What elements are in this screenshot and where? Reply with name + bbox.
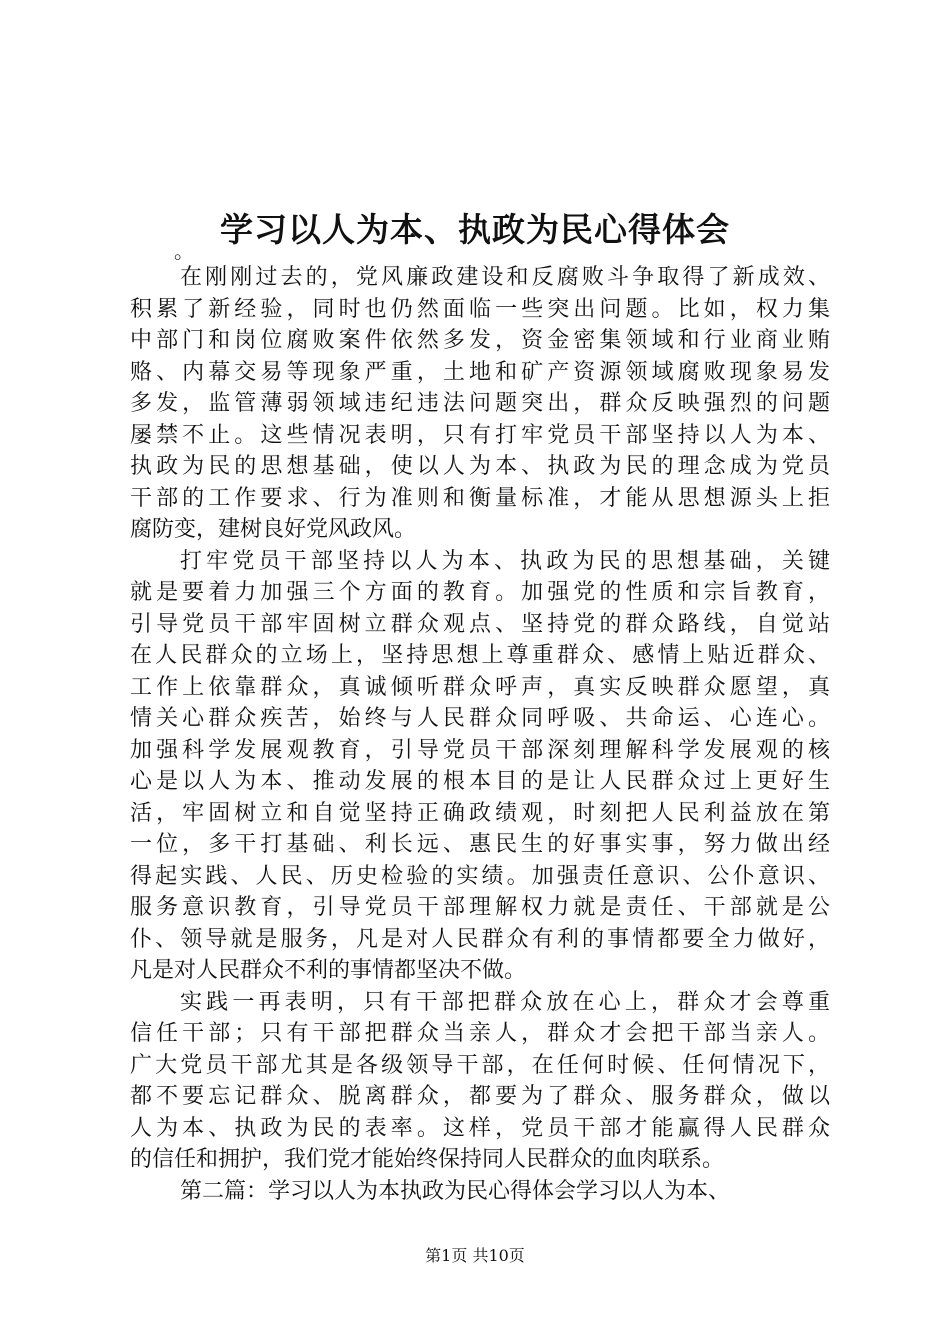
stray-punctuation: 。 [174,239,194,263]
paragraph [130,262,830,546]
paragraph-line: 实践一再表明，只有干部把群众放在心上，群众才会尊重 [180,989,830,1015]
paragraph-line: 在刚刚过去的，党风廉政建设和反腐败斗争取得了新成效、 [180,265,830,290]
paragraph-line: 一位，多干打基础、利长远、惠民生的好事实事，努力做出经 [130,832,830,857]
paragraph-line: 活，牢固树立和自觉坚持正确政绩观，时刻把人民利益放在第 [130,800,830,826]
paragraph-line: 信任干部；只有干部把群众当亲人，群众才会把干部当亲人。 [130,1021,830,1046]
paragraph-line: 腐防变，建树良好党风政风。 [130,517,417,542]
paragraph-line: 中部门和岗位腐败案件依然多发，资金密集领域和行业商业贿 [130,328,830,353]
paragraph-line: 都不要忘记群众、脱离群众，都要为了群众、服务群众，做以 [130,1084,830,1109]
paragraph-line: 积累了新经验，同时也仍然面临一些突出问题。比如，权力集 [130,296,830,322]
paragraph-line: 执政为民的思想基础，使以人为本、执政为民的理念成为党员 [130,454,830,479]
paragraph-line: 加强科学发展观教育，引导党员干部深刻理解科学发展观的核 [130,737,830,763]
paragraph-line: 服务意识教育，引导党员干部理解权力就是责任、干部就是公 [130,895,830,920]
paragraph-line: 得起实践、人民、历史检验的实绩。加强责任意识、公仆意识、 [130,863,830,889]
paragraph-line: 多发，监管薄弱领域违纪违法问题突出，群众反映强烈的问题 [130,391,830,416]
paragraph [130,1176,830,1208]
page-title: 学习以人为本、执政为民心得体会 [220,210,730,250]
paragraph-line: 的信任和拥护，我们党才能始终保持同人民群众的血肉联系。 [130,1147,725,1172]
paragraph-line: 屡禁不止。这些情况表明，只有打牢党员干部坚持以人为本、 [130,422,830,448]
paragraph [130,546,830,987]
paragraph-line: 干部的工作要求、行为准则和衡量标准，才能从思想源头上拒 [130,485,830,511]
paragraph-line: 心是以人为本、推动发展的根本目的是让人民群众过上更好生 [130,769,830,794]
body-text [130,262,830,1207]
paragraph-line: 仆、领导就是服务，凡是对人民群众有利的事情都要全力做好， [130,926,830,952]
paragraph-line: 打牢党员干部坚持以人为本、执政为民的思想基础，关键 [180,548,830,574]
paragraph-line: 第二篇：学习以人为本执政为民心得体会学习以人为本、 [180,1178,731,1204]
paragraph-line: 凡是对人民群众不利的事情都坚决不做。 [130,958,527,983]
paragraph-line: 情关心群众疾苦，始终与人民群众同呼吸、共命运、心连心。 [130,706,830,731]
paragraph-line: 工作上依靠群众，真诚倾听群众呼声，真实反映群众愿望，真 [130,674,830,700]
paragraph-line: 就是要着力加强三个方面的教育。加强党的性质和宗旨教育， [130,580,830,605]
paragraph-line: 赂、内幕交易等现象严重，土地和矿产资源领域腐败现象易发 [130,359,830,385]
paragraph-line: 在人民群众的立场上，坚持思想上尊重群众、感情上贴近群众、 [130,643,830,668]
page-footer: 第1页 共10页 [425,1246,525,1265]
paragraph-line: 引导党员干部牢固树立群众观点、坚持党的群众路线，自觉站 [130,611,830,637]
paragraph-line: 广大党员干部尤其是各级领导干部，在任何时候、任何情况下， [130,1052,830,1078]
paragraph-line: 人为本、执政为民的表率。这样，党员干部才能赢得人民群众 [130,1115,830,1141]
paragraph [130,987,830,1176]
